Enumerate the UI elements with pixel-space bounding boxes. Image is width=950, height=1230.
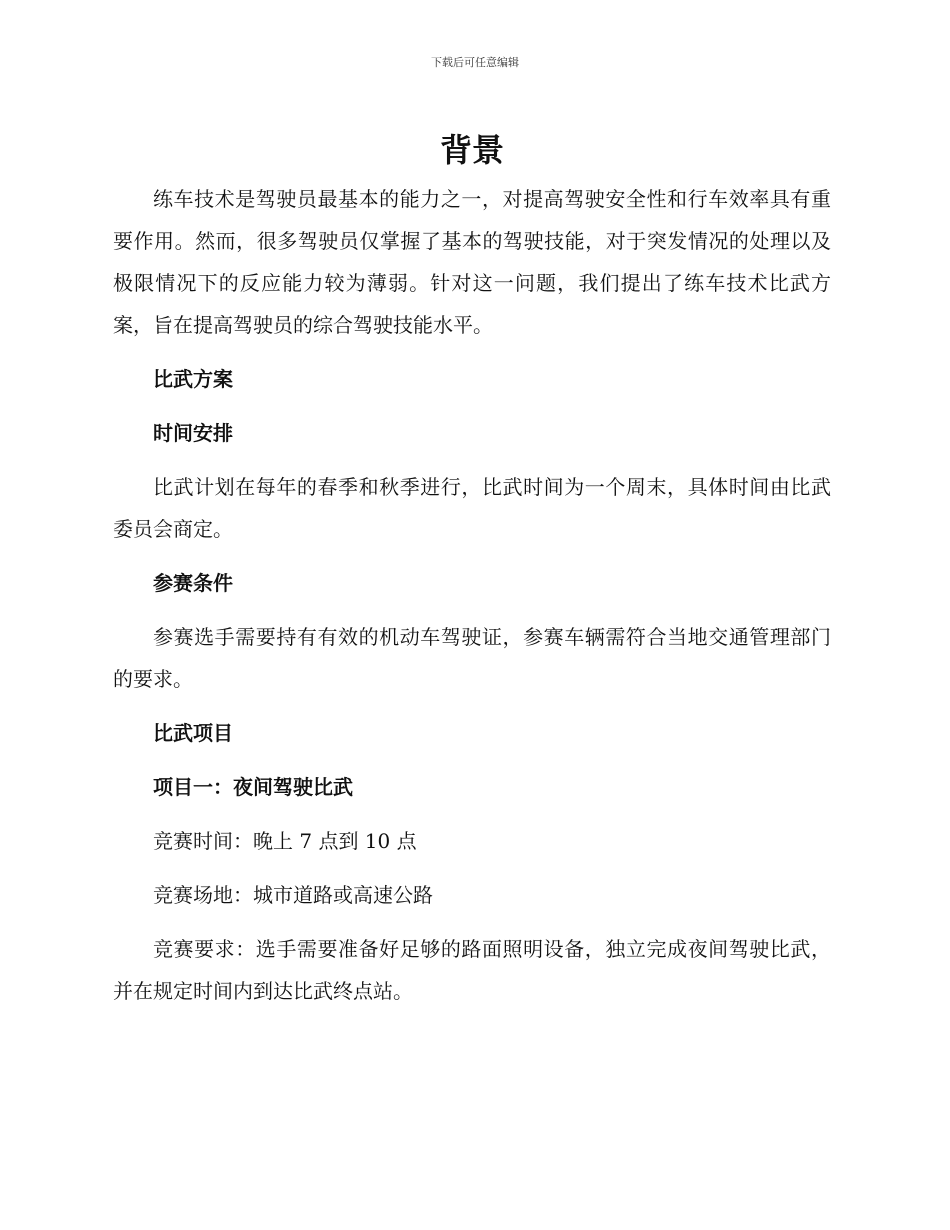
paragraph-event-venue: 竞赛场地：城市道路或高速公路	[153, 883, 433, 907]
paragraph-event-requirements: 竞赛要求：选手需要准备好足够的路面照明设备，独立完成夜间驾驶比武，并在规定时间内到达比武终点站。	[113, 937, 831, 1003]
heading-schedule: 时间安排	[153, 421, 233, 445]
heading-event-one: 项目一：夜间驾驶比武	[153, 775, 353, 799]
heading-events: 比武项目	[153, 721, 233, 745]
paragraph-schedule: 比武计划在每年的春季和秋季进行，比武时间为一个周末，具体时间由比武委员会商定。	[113, 475, 831, 541]
heading-eligibility: 参赛条件	[153, 571, 233, 595]
document-body	[113, 128, 831, 1012]
paragraph-eligibility: 参赛选手需要持有有效的机动车驾驶证，参赛车辆需符合当地交通管理部门的要求。	[113, 625, 831, 691]
heading-competition-plan: 比武方案	[153, 367, 233, 391]
page-header-note: 下载后可任意编辑	[431, 56, 519, 69]
paragraph-background: 练车技术是驾驶员最基本的能力之一，对提高驾驶安全性和行车效率具有重要作用。然而，很多驾驶员仅掌握了基本的驾驶技能，对于突发情况的处理以及极限情况下的反应能力较为薄弱。针对这一问题，我们提出了练车技术比武方案，旨在提高驾驶员的综合驾驶技能水平。	[113, 187, 831, 337]
document-title: 背景	[439, 131, 504, 169]
paragraph-event-time: 竞赛时间：晚上 7 点到 10 点	[153, 829, 417, 853]
